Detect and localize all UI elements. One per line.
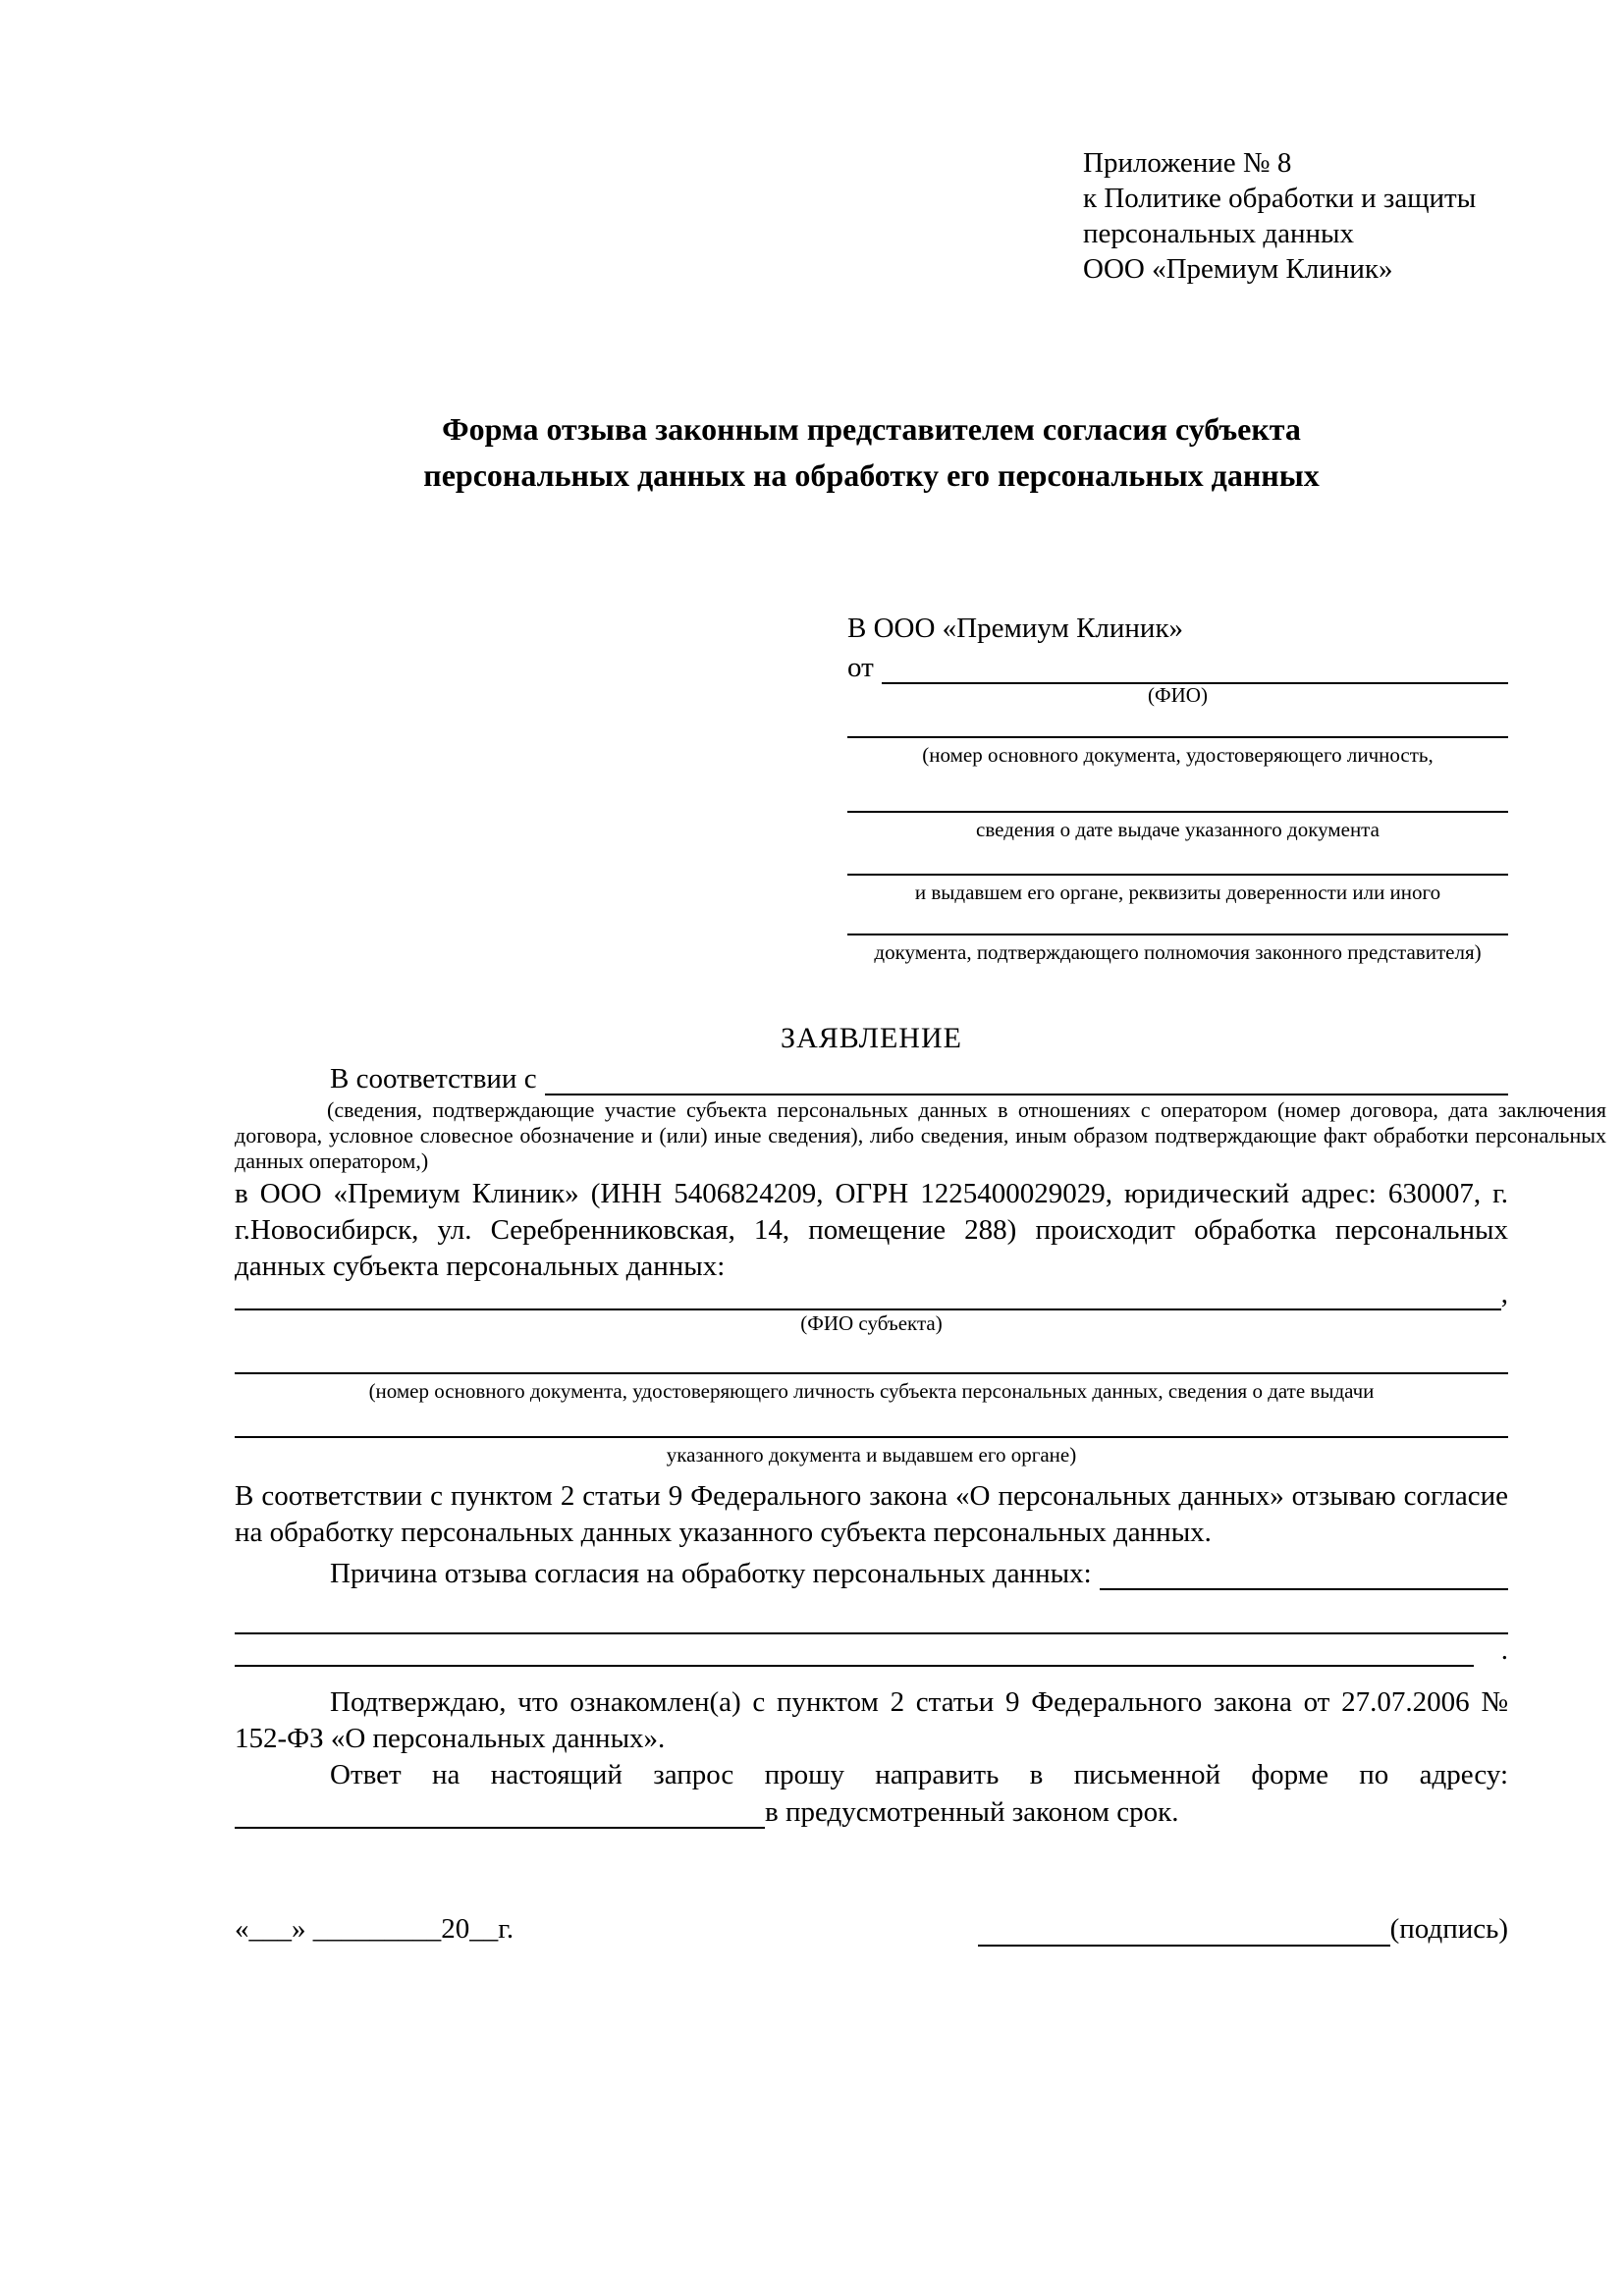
- reason-blank-line: [1100, 1588, 1508, 1590]
- appendix-line-1: Приложение № 8: [1083, 147, 1292, 179]
- issuing-authority-blank-line: [847, 841, 1508, 876]
- fio-caption: (ФИО): [1148, 683, 1208, 707]
- subject-document-caption-2: указанного документа и выдавшем его органе): [666, 1443, 1077, 1467]
- reply-paragraph: Ответ на настоящий запрос прошу направить в письменной форме по адресу:: [330, 1759, 1508, 1790]
- document-title-line-2: персональных данных на обработку его персональных данных: [423, 457, 1320, 493]
- document-title: [235, 406, 1508, 499]
- reply-address-row: [235, 1795, 1508, 1829]
- reason-blank-line-2: [235, 1590, 1508, 1634]
- reply-address-blank-line: [235, 1827, 765, 1829]
- footer-row: [235, 1911, 1508, 1947]
- appendix-line-4: ООО «Премиум Клиник»: [1083, 253, 1393, 285]
- subject-fio-blank-line: [235, 1308, 1501, 1310]
- blank-line-caption-3: и выдавшем его органе, реквизиты доверенности или иного: [914, 881, 1441, 904]
- subject-fio-line-suffix: ,: [1500, 1278, 1508, 1309]
- blank-line-caption-1: (номер основного документа, удостоверяющего личность,: [922, 743, 1434, 767]
- subject-fio-caption: (ФИО субъекта): [800, 1311, 943, 1335]
- reason-row: [235, 1557, 1508, 1590]
- signature-blank-line: [978, 1915, 1390, 1947]
- appendix-line-3: персональных данных: [1083, 218, 1355, 249]
- from-label: от: [847, 652, 874, 683]
- reason-line-suffix: .: [1500, 1634, 1508, 1666]
- intro-row: [235, 1062, 1508, 1095]
- fine-print-note: (сведения, подтверждающие участие субъекта персональных данных в отношениях с оператором (номер договора, дата заключения договора, условное словесное обозначение и (или) иные сведения), либо сведения, иным образом подтверждающие факт обработки персональных данных оператором,): [235, 1097, 1606, 1173]
- subject-document-blank-line-2: [235, 1403, 1508, 1438]
- withdrawal-paragraph: В соответствии с пунктом 2 статьи 9 Федерального закона «О персональных данных» отзываю согласие на обработку персональных данных указанного субъекта персональных данных.: [235, 1480, 1508, 1548]
- addressee-to: В ООО «Премиум Клиник»: [847, 613, 1184, 644]
- blank-line-caption-4: документа, подтверждающего полномочия законного представителя): [874, 940, 1482, 964]
- intro-prefix: В соответствии с: [330, 1063, 537, 1095]
- confirm-paragraph: Подтверждаю, что ознакомлен(а) с пунктом 2 статьи 9 Федерального закона от 27.07.2006 № 152-ФЗ «О персональных данных».: [235, 1686, 1508, 1754]
- intro-blank-line: [545, 1094, 1508, 1095]
- reason-blank-line-3: [235, 1665, 1474, 1667]
- appendix-line-2: к Политике обработки и защиты: [1083, 183, 1477, 214]
- from-row: [847, 651, 1508, 684]
- date-field: «___» _________20__г.: [235, 1913, 514, 1945]
- issue-date-blank-line: [847, 767, 1508, 813]
- subject-document-caption-1: (номер основного документа, удостоверяющего личность субъекта персональных данных, сведения о дате выдачи: [368, 1379, 1375, 1403]
- statement-heading: ЗАЯВЛЕНИЕ: [781, 1022, 962, 1054]
- reason-prefix: Причина отзыва согласия на обработку персональных данных:: [330, 1558, 1092, 1589]
- blank-line-caption-2: сведения о дате выдаче указанного документа: [976, 818, 1380, 841]
- reason-blank-row-3: [235, 1634, 1508, 1667]
- subject-fio-row: [235, 1278, 1508, 1310]
- authority-document-blank-line: [847, 904, 1508, 935]
- operator-paragraph: в ООО «Премиум Клиник» (ИНН 5406824209, ОГРН 1225400029029, юридический адрес: 630007, г. г.Новосибирск, ул. Серебренниковская, 14, помещение 288) происходит обработка персональных данных субъекта персональных данных:: [235, 1178, 1508, 1282]
- reply-suffix: в предусмотренный законом срок.: [765, 1796, 1179, 1828]
- subject-document-blank-line: [235, 1335, 1508, 1374]
- document-title-line-1: Форма отзыва законным представителем согласия субъекта: [442, 411, 1301, 447]
- signature-caption: (подпись): [1389, 1913, 1508, 1945]
- addressee-block: [847, 611, 1508, 964]
- document-number-blank-line: [847, 707, 1508, 738]
- appendix-header: [1083, 145, 1508, 287]
